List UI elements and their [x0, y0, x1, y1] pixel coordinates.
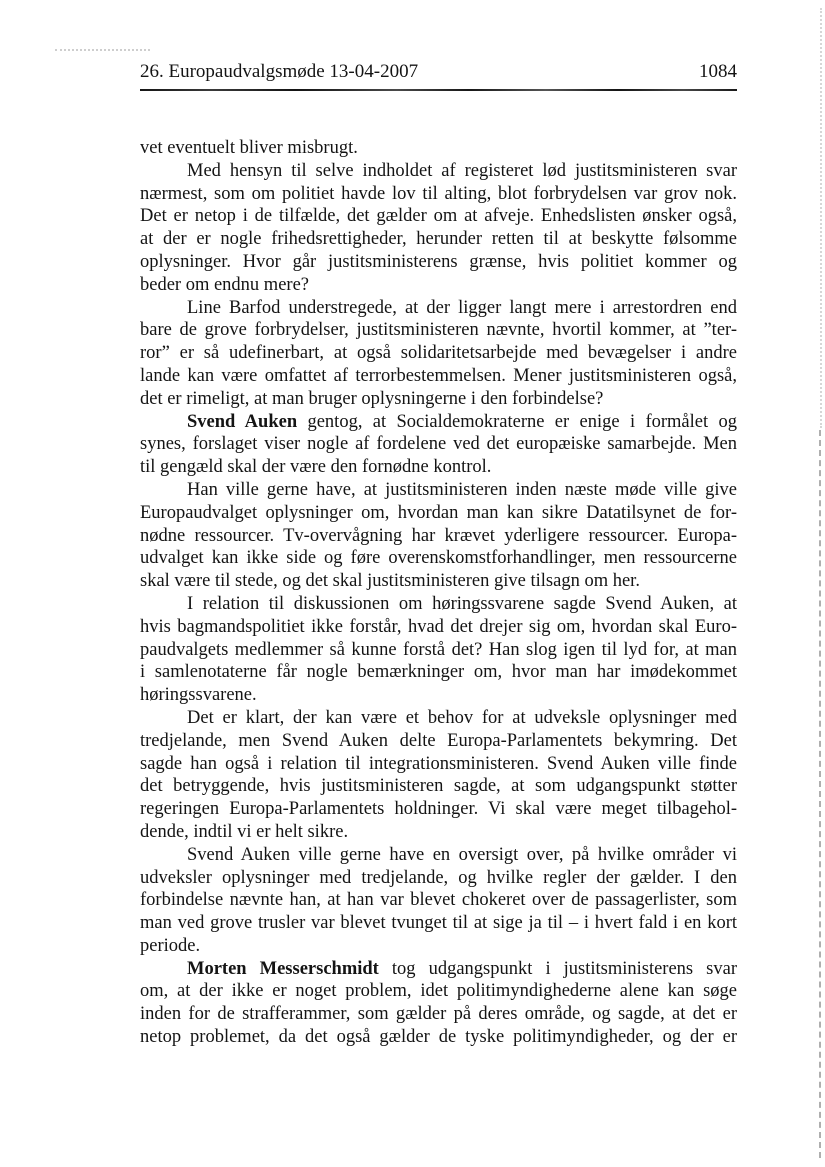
- text-line: Svend Auken ville gerne have en oversigt over, på hvilke områder vi: [187, 844, 737, 865]
- text-line: regeringen Europa-Parlamentets holdninger. Vi skal være meget tilbagehol-: [140, 799, 737, 820]
- text-line: bare de grove forbrydelser, justitsministeren nævnte, hvortil kommer, at ”ter-: [140, 320, 737, 341]
- text-body: [140, 137, 737, 1049]
- text-line: Morten Messerschmidt tog udgangspunkt i justitsministerens svar: [187, 958, 738, 979]
- text-line: synes, forslaget viser nogle af fordelene ved det europæiske samarbejde. Men: [140, 434, 737, 455]
- text-line: det er rimeligt, at man bruger oplysningerne i den forbindelse?: [140, 388, 604, 409]
- text-line: ror” er så udefinerbart, at også solidaritetsarbejde med bevægelser i andre: [140, 343, 737, 364]
- paragraph: [140, 844, 737, 958]
- text-line: hvis bagmandspolitiet ikke forstår, hvad det drejer sig om, hvordan skal Euro-: [140, 616, 737, 637]
- text-line: Line Barfod understregede, at der ligger langt mere i arrestordren end: [187, 297, 737, 318]
- header-title: 26. Europaudvalgsmøde 13-04-2007: [140, 61, 419, 82]
- text-line: om, at der ikke er noget problem, idet politimyndighederne alene kan søge: [140, 981, 737, 1002]
- text-line: Han ville gerne have, at justitsministeren inden næste møde ville give: [187, 479, 737, 500]
- text-line: Det er netop i de tilfælde, det gælder om at afveje. Enhedslisten ønsker også,: [140, 206, 737, 227]
- text-line: oplysninger. Hvor går justitsministerens grænse, hvis politiet kommer og: [140, 251, 737, 272]
- text-line: dende, indtil vi er helt sikre.: [140, 821, 349, 842]
- paragraph: [140, 707, 737, 844]
- text-line: til gengæld skal der være den fornødne kontrol.: [140, 457, 492, 478]
- scan-artifact-right-edge-line: [819, 430, 821, 1158]
- text-line: beder om endnu mere?: [140, 274, 309, 295]
- text-line: nødne ressourcer. Tv-overvågning har krævet yderligere ressourcer. Europa-: [140, 525, 737, 546]
- text-line: vet eventuelt bliver misbrugt.: [140, 138, 358, 158]
- text-line: tredjelande, men Svend Auken delte Europa-Parlamentets bekymring. Det: [140, 730, 737, 751]
- page-header: [140, 61, 737, 83]
- text-line: udvalget kan ikke side og føre overenskomstforhandlinger, men ressourcerne: [140, 548, 737, 569]
- text-line: udveksler oplysninger med tredjelande, og hvilke regler der gælder. I den: [140, 867, 737, 888]
- paragraph: [140, 593, 737, 707]
- paragraph: [140, 479, 737, 593]
- paragraph: [140, 411, 737, 479]
- text-line: Med hensyn til selve indholdet af registeret lød justitsministeren svar: [187, 160, 737, 181]
- text-line: paudvalgets medlemmer så kunne forstå det? Han slog igen til lyd for, at man: [140, 639, 737, 660]
- speaker-name: Morten Messerschmidt: [187, 958, 379, 979]
- text-line: Det er klart, der kan være et behov for at udveksle oplysninger med: [187, 707, 737, 728]
- speaker-name: Svend Auken: [187, 411, 298, 432]
- paragraph: [140, 160, 737, 297]
- paragraph: [140, 137, 737, 160]
- header-rule: [140, 89, 737, 91]
- text-line: man ved grove trusler var blevet tvunget til at sige ja til – i hvert fald i en kort: [140, 913, 737, 934]
- scan-artifact-right-edge-dots: [820, 8, 822, 428]
- page-number: 1084: [699, 61, 737, 82]
- text-line: lande kan være omfattet af terrorbestemmelsen. Mener justitsministeren også,: [140, 365, 737, 386]
- text-line: inden for de strafferammer, som gælder på deres område, og sagde, at det er: [140, 1004, 737, 1025]
- text-line: periode.: [140, 935, 201, 956]
- text-line: høringssvarene.: [140, 685, 257, 706]
- text-line: at der er nogle frihedsrettigheder, herunder retten til at beskytte følsomme: [140, 229, 737, 250]
- scan-artifact-top-dots: [55, 49, 150, 51]
- text-line: skal være til stede, og det skal justitsministeren give tilsagn om her.: [140, 571, 640, 592]
- text-line: forbindelse nævnte han, at han var blevet chokeret over de passagerlister, som: [140, 890, 737, 911]
- text-line: Svend Auken gentog, at Socialdemokraterne er enige i formålet og: [187, 411, 737, 432]
- text-line: netop problemet, da det også gælder de tyske politimyndigheder, og der er: [140, 1027, 737, 1048]
- text-line: Europaudvalget oplysninger om, hvordan man kan sikre Datatilsynet de for-: [140, 502, 737, 523]
- text-line: I relation til diskussionen om høringssvarene sagde Svend Auken, at: [187, 593, 737, 614]
- text-line: det betryggende, hvis justitsministeren sagde, at som udgangspunkt støtter: [140, 776, 737, 797]
- text-line: sagde han også i relation til integrationsministeren. Svend Auken ville finde: [140, 753, 737, 774]
- text-line: nærmest, som om politiet havde lov til alting, blot forbrydelsen var grov nok.: [140, 183, 737, 204]
- paragraph: [140, 297, 737, 411]
- text-line: i samlenotaterne får nogle bemærkninger om, hvor man har imødekommet: [140, 662, 737, 683]
- paragraph: [140, 958, 737, 1049]
